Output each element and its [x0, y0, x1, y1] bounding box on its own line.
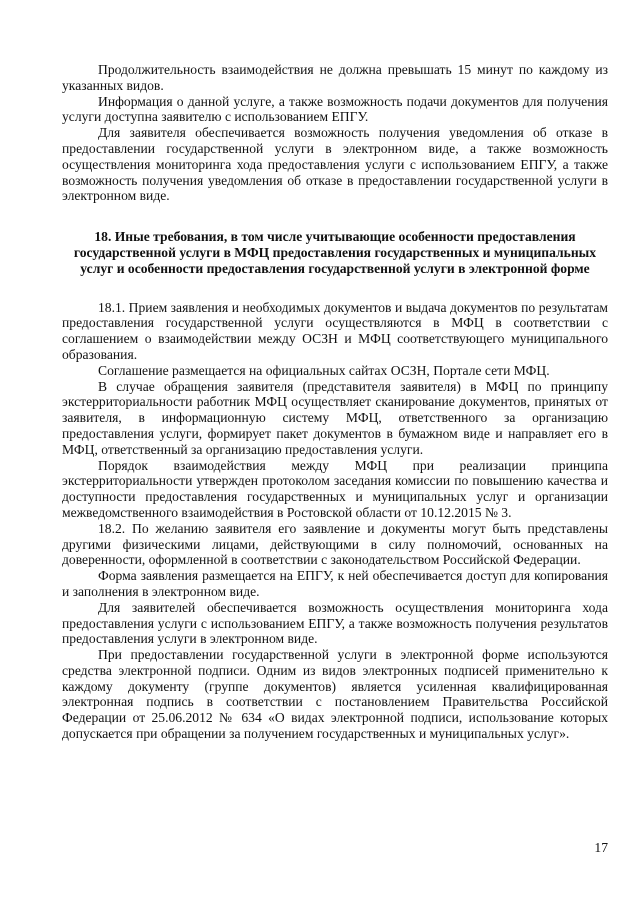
paragraph: Соглашение размещается на официальных сайтах ОСЗН, Портале сети МФЦ.: [98, 362, 550, 378]
document-page: [62, 62, 608, 742]
page-number: 17: [594, 840, 608, 855]
paragraph: При предоставлении государственной услуги в электронной форме используются средства электронной подписи. Одним из видов электронных подписей применительно к каждому документу (группе документов) является усиленная квалифицированная электронная подпись в соответствии с постановлением Правительства Российской Федерации от 25.06.2012 № 634 «О видах электронной подписи, использование которых допускается при обращении за получением государственных и муниципальных услуг».: [62, 647, 608, 742]
paragraph: 18.1. Прием заявления и необходимых документов и выдача документов по результатам предоставления государственной услуги осуществляются в МФЦ в соответствии с соглашением о взаимодействии между ОСЗН и МФЦ соответствующего муниципального образования.: [62, 299, 608, 362]
paragraph: Информация о данной услуге, а также возможность подачи документов для получения услуги доступна заявителю с использованием ЕПГУ.: [62, 93, 608, 125]
paragraph: Для заявителей обеспечивается возможность осуществления мониторинга хода предоставления услуги с использованием ЕПГУ, а также возможность получения результатов предоставления услуги в электронном виде.: [62, 599, 608, 647]
paragraph: В случае обращения заявителя (представителя заявителя) в МФЦ по принципу экстерриториальности работник МФЦ осуществляет сканирование документов, принятых от заявителя, в информационную систему МФЦ, ответственного за организацию предоставления услуги, формирует пакет документов в бумажном виде и направляет его в МФЦ, ответственный за организацию предоставления услуги.: [62, 378, 608, 457]
paragraph: Порядок взаимодействия между МФЦ при реализации принципа экстерриториальности утвержден протоколом заседания комиссии по повышению качества и доступности предоставления государственных и муниципальных услуг и организации межведомственного взаимодействия в Ростовской области от 10.12.2015 № 3.: [62, 457, 608, 520]
paragraph: Для заявителя обеспечивается возможность получения уведомления об отказе в предоставлении государственной услуги в электронном виде, а также возможность осуществления мониторинга хода предоставления услуги с использованием ЕПГУ, а также возможность получения уведомления об отказе в предоставлении государственной услуги в электронном виде.: [62, 125, 608, 204]
paragraph: 18.2. По желанию заявителя его заявление и документы могут быть представлены другими физическими лицами, действующими в силу полномочий, основанных на доверенности, оформленной в соответствии с законодательством Российской Федерации.: [62, 520, 608, 568]
section-heading: 18. Иные требования, в том числе учитывающие особенности предоставления государственной услуги в МФЦ предоставления государственных и муниципальных услуг и особенности предоставления государственной услуги в электронной форме: [73, 229, 597, 276]
paragraph: Форма заявления размещается на ЕПГУ, к ней обеспечивается доступ для копирования и заполнения в электронном виде.: [62, 568, 608, 599]
paragraph: Продолжительность взаимодействия не должна превышать 15 минут по каждому из указанных видов.: [62, 62, 608, 93]
